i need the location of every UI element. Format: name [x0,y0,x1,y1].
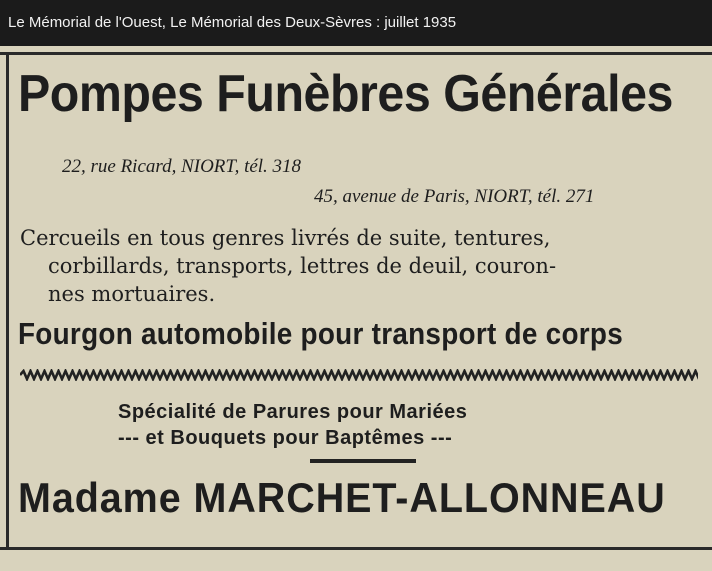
services-line: nes mortuaires. [48,282,216,306]
wavy-divider [20,369,698,381]
speciality-line: Spécialité de Parures pour Mariées [118,401,468,423]
address-ricard: 22, rue Ricard, NIORT, tél. 318 [62,156,302,177]
newspaper-page [0,46,712,571]
left-border-rule [6,52,9,550]
fourgon-line: Fourgon automobile pour transport de corps [18,316,623,351]
proprietor-name: Madame MARCHET-ALLONNEAU [18,474,666,521]
services-line: Cercueils en tous genres livrés de suite, tentures, [20,226,551,250]
speciality-line: --- et Bouquets pour Baptêmes --- [118,427,453,449]
bottom-border-rule [0,547,712,550]
top-border-rule [0,52,712,55]
window-title: Le Mémorial de l'Ouest, Le Mémorial des Deux-Sèvres : juillet 1935 [0,0,712,46]
advert-headline: Pompes Funèbres Générales [18,65,673,123]
address-avenue-de-paris: 45, avenue de Paris, NIORT, tél. 271 [314,186,595,207]
short-rule [310,459,416,463]
services-line: corbillards, transports, lettres de deuil, couron- [48,254,557,278]
